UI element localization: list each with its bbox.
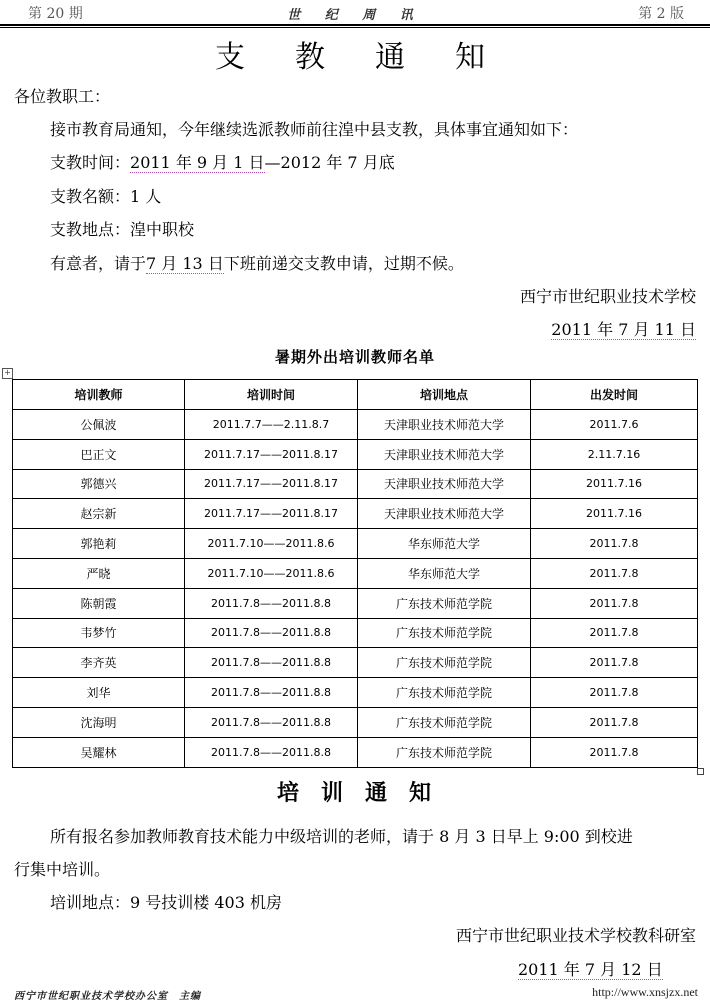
cell-departure: 2011.7.8 bbox=[531, 618, 698, 648]
table-row bbox=[13, 618, 698, 648]
cell-departure: 2011.7.6 bbox=[531, 410, 698, 440]
cell-teacher: 韦梦竹 bbox=[13, 618, 185, 648]
cell-time: 2011.7.17——2011.8.17 bbox=[185, 439, 358, 469]
table-row bbox=[13, 529, 698, 559]
cell-place: 广东技术师范学院 bbox=[358, 618, 531, 648]
paper-name: 世 纪 周 讯 bbox=[287, 8, 423, 23]
cell-time: 2011.7.7——2.11.8.7 bbox=[185, 410, 358, 440]
cell-departure: 2011.7.8 bbox=[531, 678, 698, 708]
issue-number: 第 20 期 bbox=[28, 6, 83, 22]
salutation: 各位教职工： bbox=[14, 87, 111, 106]
table-row bbox=[13, 707, 698, 737]
cell-departure: 2011.7.16 bbox=[531, 499, 698, 529]
cell-teacher: 郭德兴 bbox=[13, 469, 185, 499]
cell-place: 广东技术师范学院 bbox=[358, 678, 531, 708]
cell-teacher: 赵宗新 bbox=[13, 499, 185, 529]
apply-date: 7 月 13 日 bbox=[146, 254, 224, 273]
cell-place: 华东师范大学 bbox=[358, 558, 531, 588]
table-row bbox=[13, 410, 698, 440]
table-row bbox=[13, 558, 698, 588]
apply-pre: 有意者，请于 bbox=[50, 254, 147, 273]
table-row bbox=[13, 439, 698, 469]
table-row bbox=[13, 499, 698, 529]
training-body-line2: 行集中培训。 bbox=[14, 860, 111, 879]
cell-time: 2011.7.8——2011.8.8 bbox=[185, 648, 358, 678]
cell-departure: 2.11.7.16 bbox=[531, 439, 698, 469]
cell-place: 广东技术师范学院 bbox=[358, 588, 531, 618]
table-row bbox=[13, 469, 698, 499]
table-body bbox=[13, 410, 698, 768]
col-header-teacher: 培训教师 bbox=[13, 380, 185, 410]
cell-time: 2011.7.8——2011.8.8 bbox=[185, 678, 358, 708]
table-row bbox=[13, 737, 698, 767]
support-time-label: 支教时间： bbox=[50, 153, 131, 172]
cell-time: 2011.7.8——2011.8.8 bbox=[185, 618, 358, 648]
cell-departure: 2011.7.8 bbox=[531, 707, 698, 737]
support-time bbox=[50, 150, 395, 173]
footer-editor: 西宁市世纪职业技术学校办公室 主编 bbox=[14, 991, 201, 1002]
table-resize-handle[interactable] bbox=[697, 768, 704, 775]
cell-place: 天津职业技术师范大学 bbox=[358, 410, 531, 440]
support-time-end: —2012 年 7 月底 bbox=[264, 153, 395, 172]
cell-place: 广东技术师范学院 bbox=[358, 648, 531, 678]
cell-departure: 2011.7.8 bbox=[531, 558, 698, 588]
apply-post: 下班前递交支教申请，过期不候。 bbox=[223, 254, 464, 273]
cell-time: 2011.7.8——2011.8.8 bbox=[185, 588, 358, 618]
cell-time: 2011.7.17——2011.8.17 bbox=[185, 499, 358, 529]
notice-date: 2011 年 7 月 11 日 bbox=[551, 320, 696, 339]
header-rule-thick bbox=[0, 24, 710, 26]
cell-departure: 2011.7.8 bbox=[531, 648, 698, 678]
cell-teacher: 郭艳莉 bbox=[13, 529, 185, 559]
table-row bbox=[13, 678, 698, 708]
cell-time: 2011.7.10——2011.8.6 bbox=[185, 558, 358, 588]
cell-departure: 2011.7.8 bbox=[531, 529, 698, 559]
notice-org: 西宁市世纪职业技术学校 bbox=[519, 287, 696, 306]
page-number: 第 2 版 bbox=[638, 6, 684, 22]
cell-departure: 2011.7.8 bbox=[531, 588, 698, 618]
cell-teacher: 严晓 bbox=[13, 558, 185, 588]
cell-teacher: 吴耀林 bbox=[13, 737, 185, 767]
cell-place: 广东技术师范学院 bbox=[358, 737, 531, 767]
training-body-line1: 所有报名参加教师教育技术能力中级培训的老师，请于 8 月 3 日早上 9:00 到校进 bbox=[50, 827, 633, 846]
table-move-handle-icon[interactable]: + bbox=[2, 368, 13, 379]
table-caption: 暑期外出培训教师名单 bbox=[274, 348, 435, 366]
table-header-row bbox=[13, 380, 698, 410]
notice-intro: 接市教育局通知，今年继续选派教师前往湟中县支教，具体事宜通知如下： bbox=[50, 120, 579, 139]
training-notice-title: 培训通知 bbox=[276, 780, 453, 806]
training-date: 2011 年 7 月 12 日 bbox=[518, 960, 663, 979]
cell-place: 华东师范大学 bbox=[358, 529, 531, 559]
cell-teacher: 公佩波 bbox=[13, 410, 185, 440]
training-teacher-table bbox=[12, 379, 698, 768]
col-header-time: 培训时间 bbox=[185, 380, 358, 410]
cell-teacher: 巴正文 bbox=[13, 439, 185, 469]
header-rule-thin bbox=[0, 27, 710, 28]
cell-place: 天津职业技术师范大学 bbox=[358, 499, 531, 529]
cell-time: 2011.7.8——2011.8.8 bbox=[185, 737, 358, 767]
page-header bbox=[0, 0, 710, 24]
cell-teacher: 沈海明 bbox=[13, 707, 185, 737]
cell-teacher: 陈朝霞 bbox=[13, 588, 185, 618]
col-header-place: 培训地点 bbox=[358, 380, 531, 410]
training-org: 西宁市世纪职业技术学校教科研室 bbox=[455, 926, 696, 945]
table-row bbox=[13, 648, 698, 678]
cell-teacher: 刘华 bbox=[13, 678, 185, 708]
cell-place: 天津职业技术师范大学 bbox=[358, 469, 531, 499]
cell-teacher: 李齐英 bbox=[13, 648, 185, 678]
support-place: 支教地点：湟中职校 bbox=[50, 220, 195, 239]
cell-departure: 2011.7.8 bbox=[531, 737, 698, 767]
cell-place: 广东技术师范学院 bbox=[358, 707, 531, 737]
cell-time: 2011.7.8——2011.8.8 bbox=[185, 707, 358, 737]
training-place: 培训地点：9 号技训楼 403 机房 bbox=[50, 893, 282, 912]
cell-time: 2011.7.17——2011.8.17 bbox=[185, 469, 358, 499]
cell-place: 天津职业技术师范大学 bbox=[358, 439, 531, 469]
cell-time: 2011.7.10——2011.8.6 bbox=[185, 529, 358, 559]
support-quota: 支教名额：1 人 bbox=[50, 187, 162, 206]
support-time-start: 2011 年 9 月 1 日 bbox=[130, 153, 265, 172]
apply-instruction bbox=[50, 251, 464, 274]
footer-url[interactable]: http://www.xnsjzx.net bbox=[592, 985, 698, 999]
table-row bbox=[13, 588, 698, 618]
notice-title: 支教通知 bbox=[215, 40, 535, 75]
col-header-departure: 出发时间 bbox=[531, 380, 698, 410]
cell-departure: 2011.7.16 bbox=[531, 469, 698, 499]
